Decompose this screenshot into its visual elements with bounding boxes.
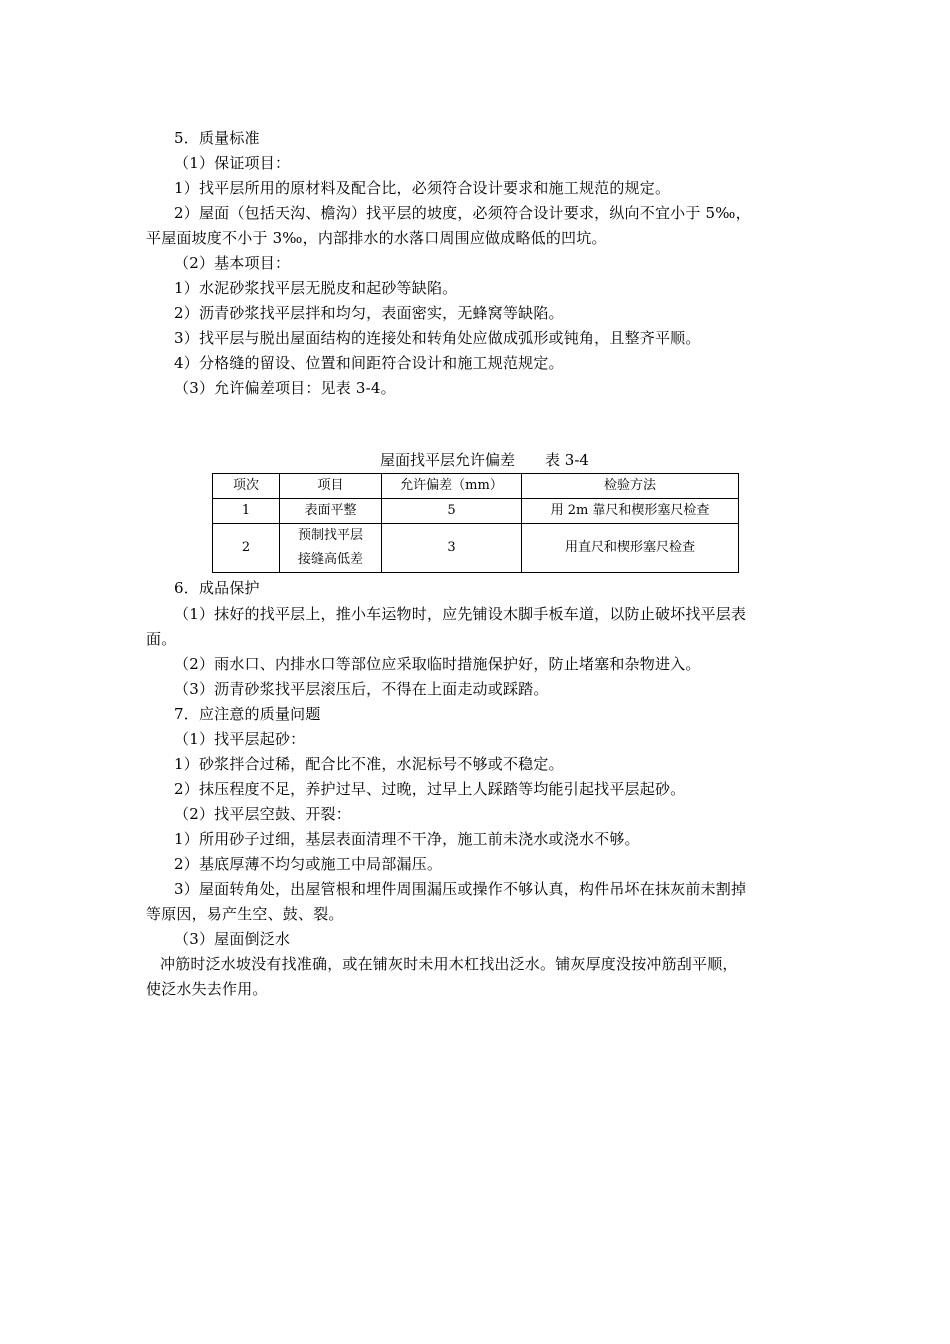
table-caption — [380, 450, 589, 470]
table-cell: 5 — [382, 499, 522, 524]
table-number: 表 3-4 — [545, 451, 589, 469]
paragraph-continuation: 面。 — [146, 630, 177, 648]
subsection-heading: （3）屋面倒泛水 — [174, 930, 291, 948]
paragraph: 1）找平层所用的原材料及配合比，必须符合设计要求和施工规范的规定。 — [174, 179, 671, 197]
table-title: 屋面找平层允许偏差 — [380, 451, 516, 469]
paragraph: （3）沥青砂浆找平层滚压后，不得在上面走动或踩踏。 — [174, 680, 549, 698]
paragraph: 1）砂浆拌合过稀，配合比不准，水泥标号不够或不稳定。 — [174, 755, 564, 773]
paragraph: 1）所用砂子过细，基层表面清理不干净，施工前未浇水或浇水不够。 — [174, 830, 640, 848]
table-header-cell: 项次 — [213, 474, 280, 499]
paragraph: 3）找平层与脱出屋面结构的连接处和转角处应做成弧形或钝角，且整齐平顺。 — [174, 329, 701, 347]
table-cell: 3 — [382, 524, 522, 573]
paragraph-continuation: 等原因，易产生空、鼓、裂。 — [146, 905, 344, 923]
subsection-heading: （2）基本项目： — [174, 254, 291, 272]
paragraph: 冲筋时泛水坡没有找准确，或在铺灰时未用木杠找出泛水。铺灰厚度没按冲筋刮平顺， — [160, 955, 738, 973]
paragraph: 2）基底厚薄不均匀或施工中局部漏压。 — [174, 855, 443, 873]
section-heading: 5．质量标准 — [174, 129, 260, 147]
table-header-cell: 允许偏差（mm） — [382, 474, 522, 499]
table-cell: 表面平整 — [280, 499, 382, 524]
table-cell: 2 — [213, 524, 280, 573]
table-cell — [280, 524, 382, 573]
subsection-heading: （1）找平层起砂： — [174, 730, 306, 748]
paragraph: 2）屋面（包括天沟、檐沟）找平层的坡度，必须符合设计要求，纵向不宜小于 5‰， — [174, 204, 751, 222]
paragraph: 2）抹压程度不足，养护过早、过晚，过早上人踩踏等均能引起找平层起砂。 — [174, 780, 686, 798]
paragraph: 2）沥青砂浆找平层拌和均匀，表面密实，无蜂窝等缺陷。 — [174, 304, 564, 322]
subsection-heading: （3）允许偏差项目：见表 3-4。 — [174, 379, 396, 397]
paragraph: 3）屋面转角处，出屋管根和埋件周围漏压或操作不够认真，构件吊坏在抹灰前未割掉 — [174, 880, 747, 898]
subsection-heading: （1）保证项目： — [174, 154, 291, 172]
section-heading: 7．应注意的质量问题 — [174, 705, 321, 723]
paragraph: 4）分格缝的留设、位置和间距符合设计和施工规范规定。 — [174, 354, 564, 372]
section-heading: 6．成品保护 — [174, 579, 260, 597]
paragraph-continuation: 平屋面坡度不小于 3‰，内部排水的水落口周围应做成略低的凹坑。 — [146, 229, 607, 247]
table-cell: 用直尺和楔形塞尺检查 — [522, 524, 739, 573]
paragraph-continuation: 使泛水失去作用。 — [146, 980, 268, 998]
paragraph: 1）水泥砂浆找平层无脱皮和起砂等缺陷。 — [174, 279, 458, 297]
table-cell: 用 2m 靠尺和楔形塞尺检查 — [522, 499, 739, 524]
table-row — [213, 499, 739, 524]
table-header-cell: 项目 — [280, 474, 382, 499]
paragraph: （2）雨水口、内排水口等部位应采取临时措施保护好，防止堵塞和杂物进入。 — [174, 655, 701, 673]
table-header-cell: 检验方法 — [522, 474, 739, 499]
table-header-row — [213, 474, 739, 499]
table-row — [213, 524, 739, 573]
table-cell-line: 预制找平层 — [297, 528, 363, 543]
paragraph: （1）抹好的找平层上，推小车运物时，应先铺设木脚手板车道，以防止破坏找平层表 — [174, 605, 747, 623]
table-cell-line: 接缝高低差 — [297, 552, 363, 567]
table-cell: 1 — [213, 499, 280, 524]
subsection-heading: （2）找平层空鼓、开裂： — [174, 805, 351, 823]
deviation-table — [212, 473, 739, 573]
